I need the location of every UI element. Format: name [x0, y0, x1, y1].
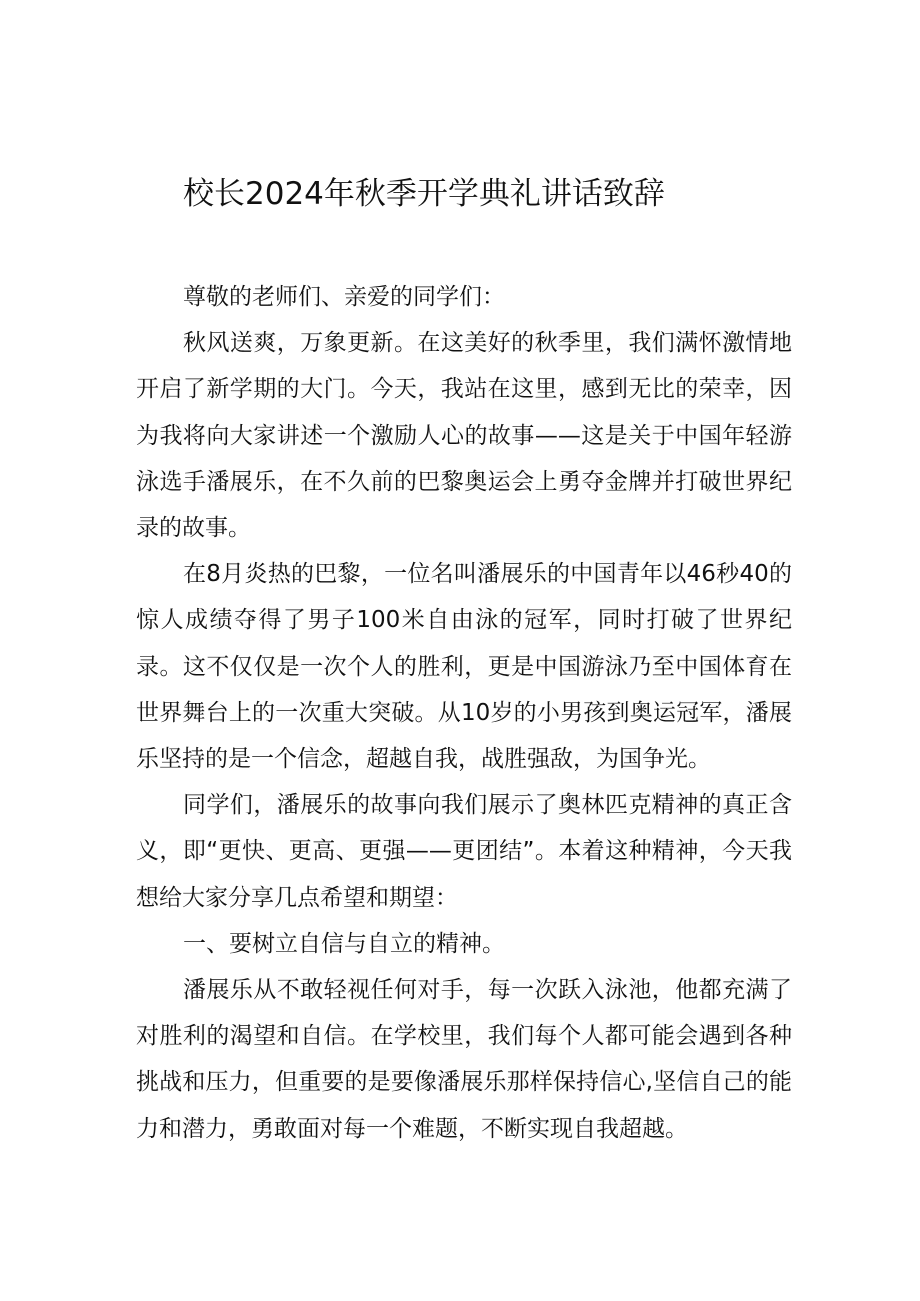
body-paragraph: 在8月炎热的巴黎，一位名叫潘展乐的中国青年以46秒40的惊人成绩夺得了男子100米自由泳的冠军，同时打破了世界纪录。这不仅仅是一次个人的胜利，更是中国游泳乃至中国体育在世界舞台上的一次重大突破。从10岁的小男孩到奥运冠军，潘展乐坚持的是一个信念，超越自我，战胜强敌，为国争光。 [136, 561, 792, 773]
section-heading: 一、要树立自信与自立的精神。 [183, 930, 505, 957]
document-body [136, 274, 792, 1152]
document-title: 校长2024年秋季开学典礼讲话致辞 [183, 176, 665, 212]
salutation-paragraph: 尊敬的老师们、亲爱的同学们： [183, 284, 505, 310]
body-paragraph: 同学们，潘展乐的故事向我们展示了奥林匹克精神的真正含义，即“更快、更高、更强——更团结”。本着这种精神，今天我想给大家分享几点希望和期望： [136, 792, 792, 911]
body-paragraph: 秋风送爽，万象更新。在这美好的秋季里，我们满怀激情地开启了新学期的大门。今天，我站在这里，感到无比的荣幸，因为我将向大家讲述一个激励人心的故事——这是关于中国年轻游泳选手潘展乐，在不久前的巴黎奥运会上勇夺金牌并打破世界纪录的故事。 [136, 330, 792, 542]
body-paragraph: 潘展乐从不敢轻视任何对手，每一次跃入泳池，他都充满了对胜利的渴望和自信。在学校里，我们每个人都可能会遇到各种挑战和压力，但重要的是要像潘展乐那样保持信心,坚信自己的能力和潜力，勇敢面对每一个难题，不断实现自我超越。 [136, 977, 792, 1142]
